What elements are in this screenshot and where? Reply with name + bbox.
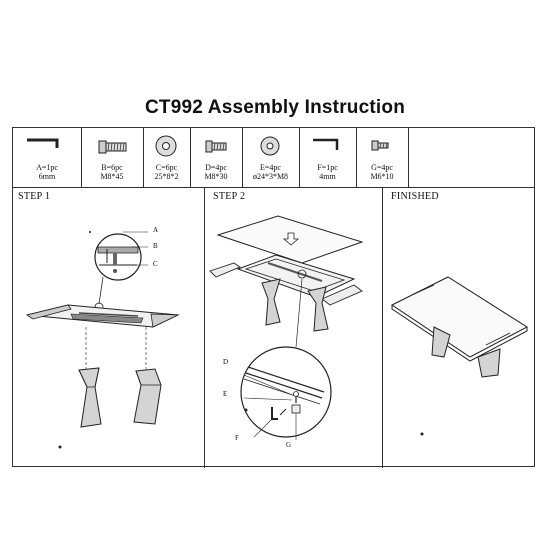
step-2-diagram [204, 187, 382, 467]
part-f [299, 128, 356, 187]
finished-label: FINISHED [391, 191, 439, 202]
part-b-size: M8*45 [100, 172, 124, 181]
part-a [13, 128, 81, 187]
callout-c: C [153, 260, 158, 268]
callout-a: A [153, 226, 159, 234]
bolt-icon [81, 132, 143, 162]
part-g-size: M6*10 [370, 172, 394, 181]
callout-e: E [223, 390, 228, 398]
part-e-size: ø24*3*M8 [252, 172, 289, 181]
step-1-diagram [13, 187, 203, 467]
step-2-label: STEP 2 [213, 191, 246, 202]
callout-b: B [153, 242, 158, 250]
part-d-size: M8*30 [204, 172, 228, 181]
parts-list [13, 128, 534, 188]
callout-f: F [235, 434, 239, 442]
part-d-qty: D=4pc [205, 163, 227, 172]
part-c-qty: C=6pc [155, 163, 178, 172]
part-d [190, 128, 242, 187]
bolt-icon [190, 132, 242, 162]
page-title: CT992 Assembly Instruction [144, 97, 405, 118]
part-b [81, 128, 143, 187]
instruction-sheet [12, 127, 535, 467]
part-f-size: 4mm [319, 172, 336, 181]
part-g-qty: G=4pc [371, 163, 393, 172]
allen-key-icon [13, 132, 81, 162]
part-c-size: 25*8*2 [154, 172, 179, 181]
washer-icon [143, 132, 190, 162]
step-1-label: STEP 1 [18, 191, 51, 202]
part-g [356, 128, 408, 187]
callout-d: D [223, 358, 229, 366]
washer-icon [242, 132, 299, 162]
part-f-qty: F=1pc [317, 163, 338, 172]
part-b-qty: B=6pc [101, 163, 123, 172]
part-c [143, 128, 190, 187]
finished-diagram [382, 187, 535, 467]
part-e-qty: E=4pc [260, 163, 281, 172]
allen-key-icon [299, 132, 356, 162]
screw-icon [356, 132, 408, 162]
callout-g: G [286, 441, 292, 449]
part-a-size: 6mm [38, 172, 56, 181]
part-a-qty: A=1pc [36, 163, 58, 172]
part-e [242, 128, 299, 187]
